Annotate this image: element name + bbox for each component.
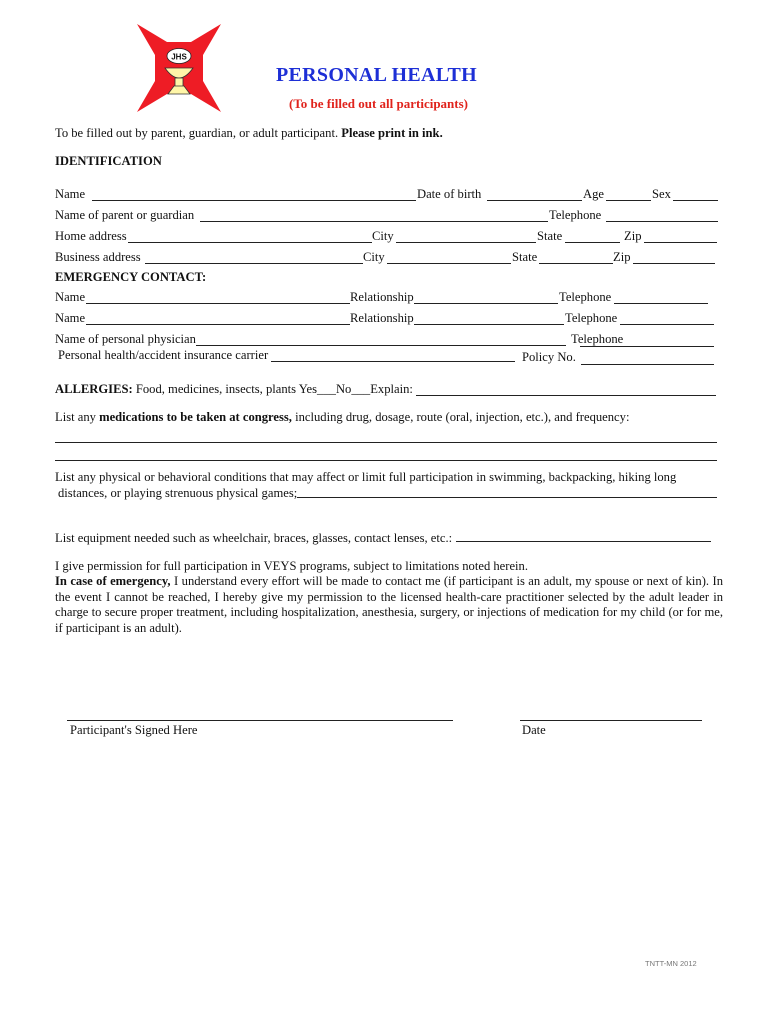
participant-signature-label: Participant's Signed Here — [70, 723, 198, 737]
equipment-field[interactable] — [456, 541, 711, 542]
equipment-label: List equipment needed such as wheelchair, braces, glasses, contact lenses, etc.: — [55, 531, 453, 545]
business-address-field[interactable] — [145, 263, 363, 264]
sex-field[interactable] — [673, 200, 718, 201]
physician-telephone-field[interactable] — [580, 346, 714, 347]
emergency-heading: EMERGENCY CONTACT: — [55, 270, 207, 284]
parent-telephone-field[interactable] — [606, 221, 718, 222]
intro-line — [55, 126, 443, 141]
emergency1-telephone-field[interactable] — [614, 303, 708, 304]
home-zip-field[interactable] — [644, 242, 717, 243]
policy-label: Policy No. — [522, 350, 576, 364]
emergency2-telephone-label: Telephone — [565, 311, 618, 325]
name-field[interactable] — [92, 200, 416, 201]
parent-field[interactable] — [200, 221, 548, 222]
participant-signature-field[interactable] — [67, 720, 453, 721]
business-city-label: City — [363, 250, 385, 264]
emergency2-relationship-field[interactable] — [414, 324, 564, 325]
age-field[interactable] — [606, 200, 651, 201]
emergency1-name-label: Name — [55, 290, 86, 304]
age-label: Age — [583, 187, 604, 201]
emergency2-telephone-field[interactable] — [620, 324, 714, 325]
allergies-label: ALLERGIES: — [55, 382, 133, 396]
insurance-field[interactable] — [271, 361, 515, 362]
allergies-line — [55, 382, 413, 397]
physician-label: Name of personal physician — [55, 332, 196, 346]
medications-post: including drug, dosage, route (oral, injection, etc.), and frequency: — [295, 410, 630, 424]
medications-bold: medications to be taken at congress, — [99, 410, 292, 424]
emergency1-relationship-label: Relationship — [350, 290, 414, 304]
page-subtitle: (To be filled out all participants) — [289, 96, 469, 111]
emergency1-name-field[interactable] — [86, 303, 350, 304]
emergency2-name-field[interactable] — [86, 324, 350, 325]
parent-telephone-label: Telephone — [549, 208, 602, 222]
conditions-line-2: distances, or playing strenuous physical games; — [58, 486, 298, 500]
medications-line — [55, 410, 629, 425]
form-code: TNTT-MN 2012 — [645, 959, 697, 968]
emergency2-relationship-label: Relationship — [350, 311, 414, 325]
policy-field[interactable] — [581, 364, 714, 365]
home-state-field[interactable] — [565, 242, 620, 243]
medications-field-1[interactable] — [55, 442, 717, 443]
conditions-line-1: List any physical or behavioral conditions that may affect or limit full participation in swimming, backpacking, hiking long — [55, 470, 677, 484]
identification-heading: IDENTIFICATION — [55, 154, 162, 168]
parent-label: Name of parent or guardian — [55, 208, 195, 222]
home-state-label: State — [537, 229, 563, 243]
sex-label: Sex — [652, 187, 671, 201]
intro-emphasis: Please print in ink. — [341, 126, 443, 140]
allergies-text: Food, medicines, insects, plants Yes___No___Explain: — [135, 382, 413, 396]
business-zip-field[interactable] — [633, 263, 715, 264]
home-address-label: Home address — [55, 229, 127, 243]
physician-field[interactable] — [196, 345, 566, 346]
business-city-field[interactable] — [387, 263, 511, 264]
business-state-label: State — [512, 250, 538, 264]
emergency2-name-label: Name — [55, 311, 86, 325]
emergency-consent-bold: In case of emergency, — [55, 574, 171, 588]
page-title: PERSONAL HEALTH — [276, 64, 478, 86]
emergency1-relationship-field[interactable] — [414, 303, 558, 304]
dob-label: Date of birth — [417, 187, 482, 201]
intro-text: To be filled out by parent, guardian, or adult participant. — [55, 126, 339, 140]
date-field[interactable] — [520, 720, 702, 721]
svg-text:JHS: JHS — [171, 52, 187, 62]
medications-field-2[interactable] — [55, 460, 717, 461]
home-address-field[interactable] — [128, 242, 372, 243]
business-state-field[interactable] — [539, 263, 613, 264]
conditions-field[interactable] — [297, 497, 717, 498]
business-zip-label: Zip — [613, 250, 631, 264]
name-label: Name — [55, 187, 86, 201]
date-label: Date — [522, 723, 546, 737]
home-city-label: City — [372, 229, 394, 243]
allergies-explain-field[interactable] — [416, 395, 716, 396]
emergency1-telephone-label: Telephone — [559, 290, 612, 304]
insurance-label: Personal health/accident insurance carrier — [58, 348, 269, 362]
dob-field[interactable] — [487, 200, 582, 201]
home-zip-label: Zip — [624, 229, 642, 243]
permission-line: I give permission for full participation in VEYS programs, subject to limitations noted herein. — [55, 559, 528, 573]
emergency-consent-text: I understand every effort will be made to contact me (if participant is an adult, my spouse or next of kin). In the event I cannot be reached, I hereby give my permission to the licensed health-care practitioner selected by the adult leader in charge to secure proper treatment, including hospitalization, anesthesia, surgery, or injections of medication for my child (or for me, if participant is an adult). — [55, 574, 723, 635]
jhs-cross-logo — [135, 22, 223, 114]
business-address-label: Business address — [55, 250, 141, 264]
medications-pre: List any — [55, 410, 96, 424]
emergency-consent-paragraph — [55, 574, 723, 636]
home-city-field[interactable] — [396, 242, 536, 243]
physician-telephone-label: Telephone — [571, 332, 624, 346]
